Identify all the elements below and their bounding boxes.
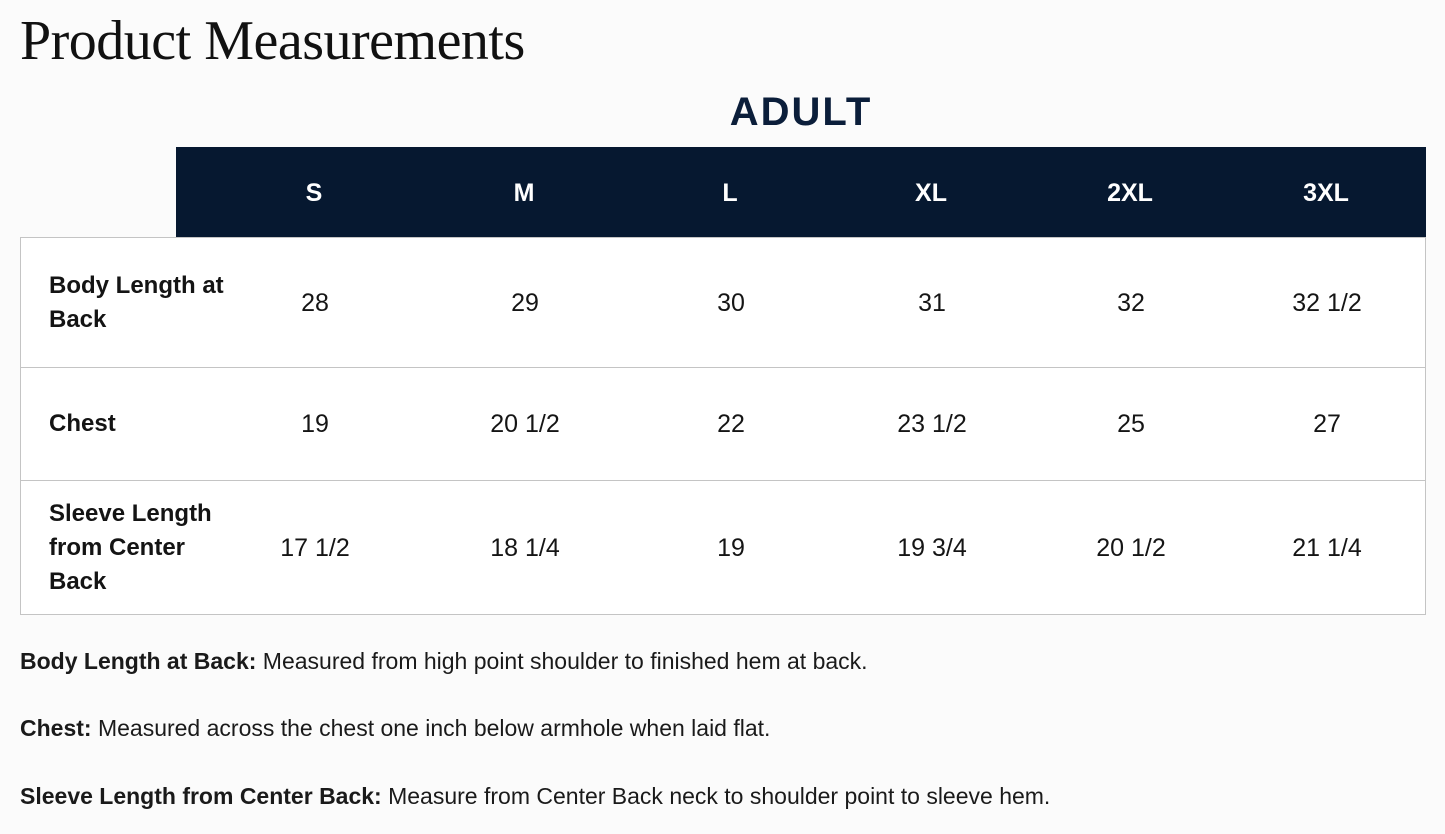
table-cell: 30 <box>717 288 745 317</box>
note-body-length <box>20 646 868 676</box>
size-header-m: M <box>513 179 535 207</box>
row-label: Chest <box>49 410 116 437</box>
note-text: Measured from high point shoulder to finished hem at back. <box>256 648 868 674</box>
table-cell: 32 <box>1117 288 1145 317</box>
note-text: Measured across the chest one inch below armhole when laid flat. <box>91 715 771 741</box>
row-label: Body Length at Back <box>49 271 224 333</box>
note-term: Sleeve Length from Center Back: <box>20 783 382 809</box>
size-header-row <box>176 147 1426 237</box>
table-cell: 18 1/4 <box>490 533 560 562</box>
size-header-3xl: 3XL <box>1303 179 1349 207</box>
measurement-table <box>20 237 1426 615</box>
table-cell: 20 1/2 <box>490 410 560 438</box>
note-sleeve-length <box>20 781 1050 811</box>
size-header-2xl: 2XL <box>1107 179 1153 207</box>
section-title-adult: ADULT <box>729 90 873 134</box>
note-text: Measure from Center Back neck to shoulder point to sleeve hem. <box>381 783 1051 809</box>
table-cell: 20 1/2 <box>1096 533 1166 562</box>
note-chest <box>20 713 770 743</box>
table-cell: 22 <box>717 410 745 438</box>
table-row-sleeve-length <box>21 481 1425 614</box>
table-cell: 21 1/4 <box>1292 533 1362 562</box>
table-cell: 19 <box>717 533 745 562</box>
table-cell: 25 <box>1117 410 1145 438</box>
table-cell: 27 <box>1313 410 1341 438</box>
table-cell: 28 <box>301 288 329 317</box>
note-term: Body Length at Back: <box>20 648 257 674</box>
table-row-body-length <box>21 238 1425 368</box>
table-cell: 29 <box>511 288 539 317</box>
size-header-l: L <box>722 179 738 207</box>
row-label: Sleeve Length from Center Back <box>49 499 212 595</box>
table-cell: 17 1/2 <box>280 533 350 562</box>
page-title: Product Measurements <box>20 10 525 72</box>
table-cell: 23 1/2 <box>897 410 967 438</box>
table-cell: 19 <box>301 410 329 438</box>
table-cell: 19 3/4 <box>897 533 967 562</box>
size-header-xl: XL <box>915 179 947 207</box>
note-term: Chest: <box>20 715 92 741</box>
table-cell: 32 1/2 <box>1292 288 1362 317</box>
size-header-s: S <box>305 179 323 207</box>
table-cell: 31 <box>918 288 946 317</box>
table-row-chest <box>21 368 1425 481</box>
